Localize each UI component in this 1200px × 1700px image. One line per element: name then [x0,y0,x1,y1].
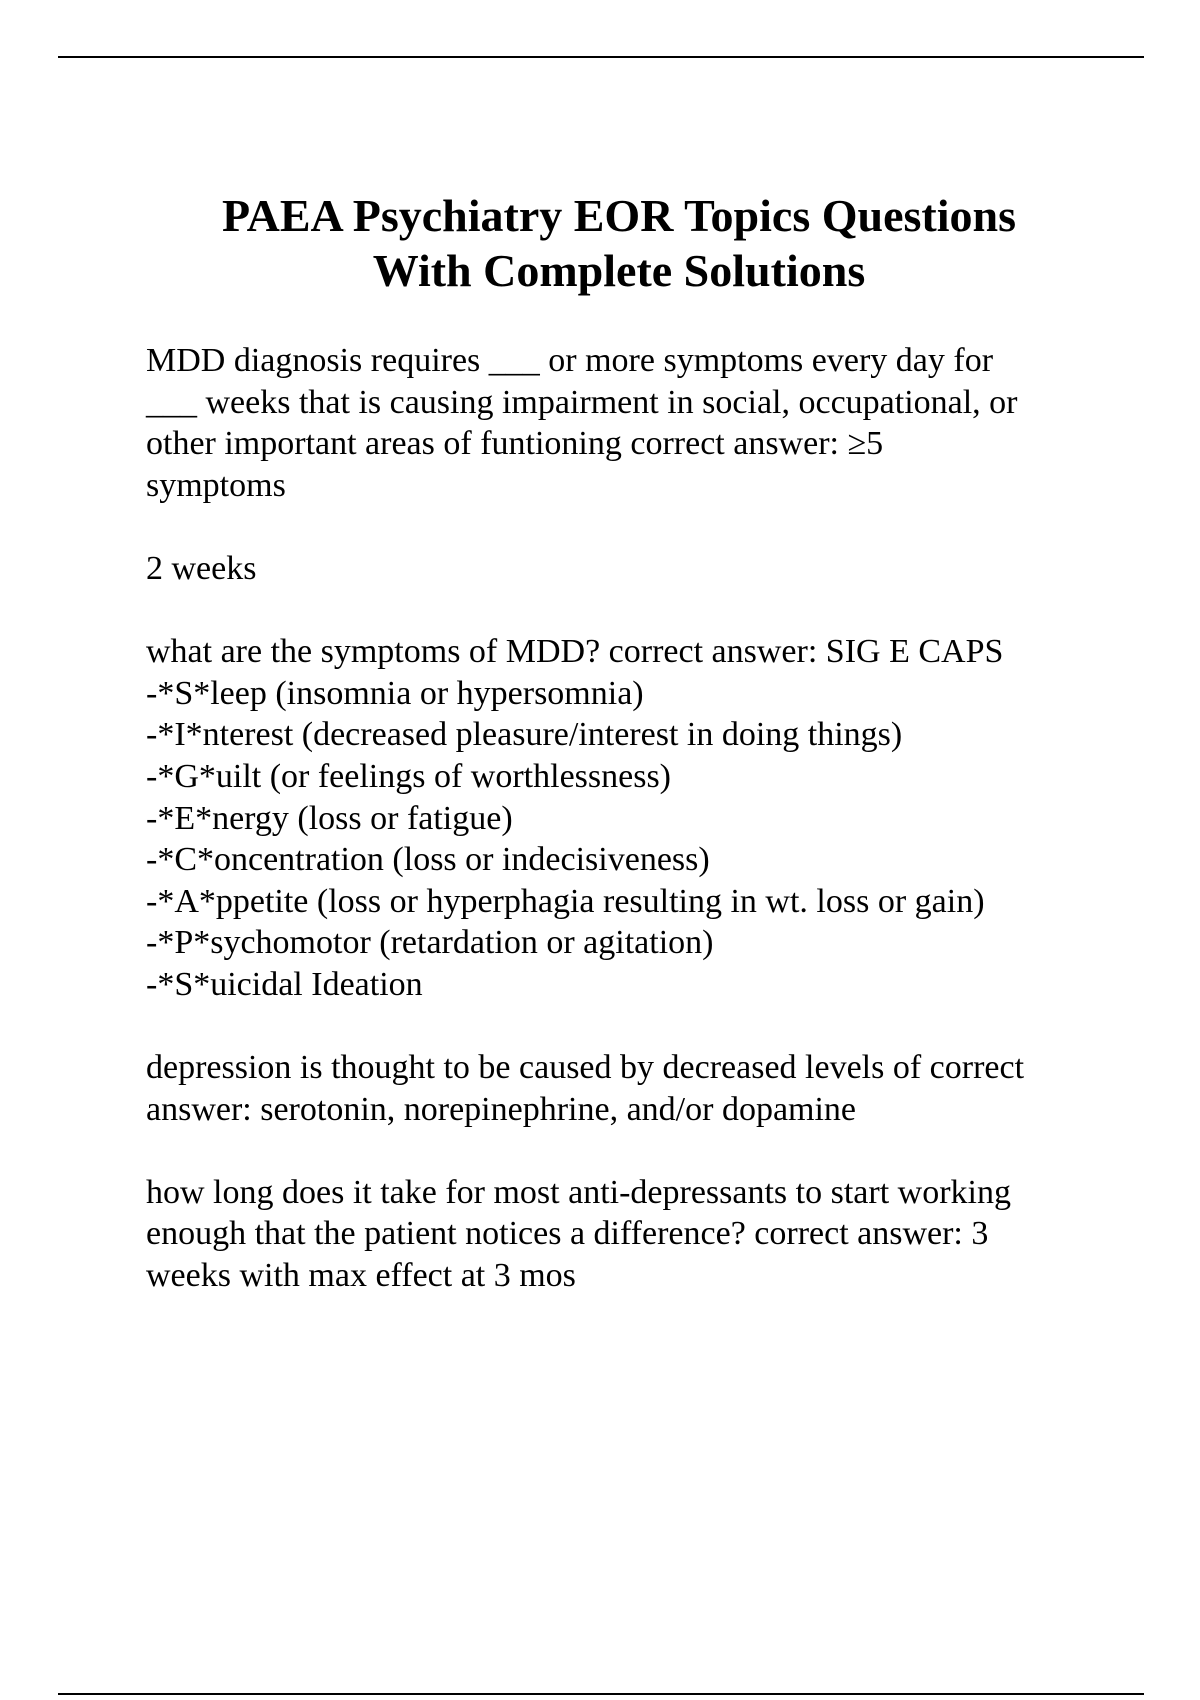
question-mdd-criteria: MDD diagnosis requires ___ or more symptoms every day for ___ weeks that is causing impairment in social, occupational, or other important areas of funtioning correct answer: ≥5 symptoms [146,342,1018,504]
question-mdd-symptoms: what are the symptoms of MDD? correct answer: SIG E CAPS -*S*leep (insomnia or hypersomnia) -*I*nterest (decreased pleasure/interest in doing things) -*G*uilt (or feelings of worthlessness) -*E*nergy (loss or fatigue) -*C*oncentration (loss or indecisiveness) -*A*ppetite (loss or hyperphagia resulting in wt. loss or gain) -*P*sychomotor (retardation or agitation) -*S*uicidal Ideation [146,633,1004,1003]
question-antidepressant-onset: how long does it take for most anti-depressants to start working enough that the patient notices a difference? correct answer: 3 weeks with max effect at 3 mos [146,1173,1011,1295]
paragraph-gap [146,1130,1106,1172]
title-line-1: PAEA Psychiatry EOR Topics Questions [221,190,1017,241]
answer-duration: 2 weeks [146,549,257,587]
paragraph-gap [146,1006,1106,1048]
paragraph-gap [146,506,1106,548]
paragraph-gap [146,590,1106,632]
top-rule [58,56,1144,58]
document-body [146,340,1106,1297]
question-depression-cause: depression is thought to be caused by decreased levels of correct answer: serotonin, norepinephrine, and/or dopamine [146,1049,1025,1128]
title-line-2: With Complete Solutions [372,245,866,296]
bottom-rule [58,1693,1144,1695]
document-title [0,188,1200,298]
